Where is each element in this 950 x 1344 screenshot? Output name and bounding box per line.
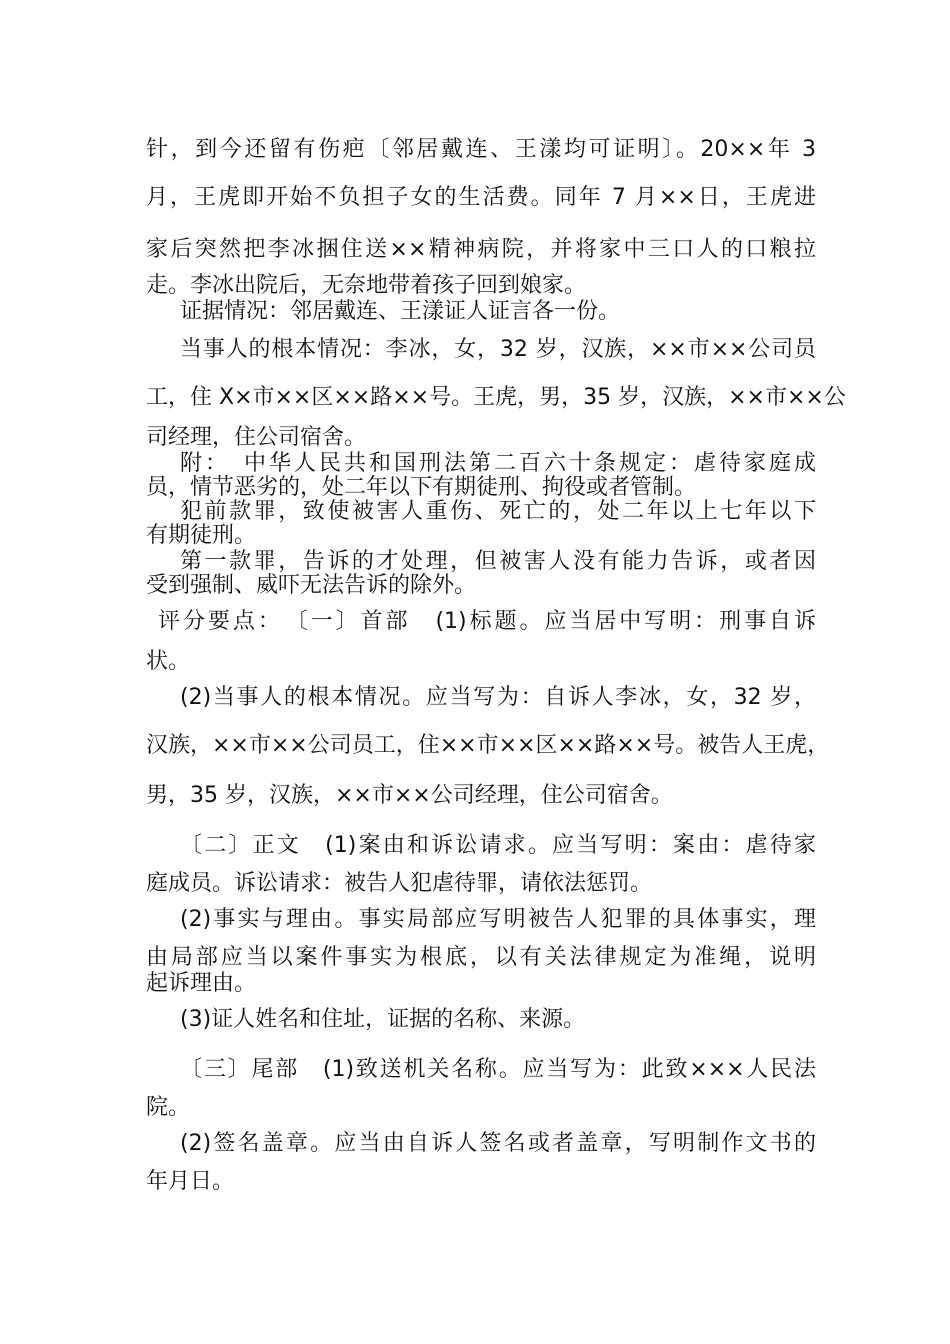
text-line: 评分要点： 〔一〕首部 (1)标题。应当居中写明：刑事自诉 <box>158 609 816 634</box>
text-line: 〔三〕尾部 (1)致送机关名称。应当写为：此致×××人民法 <box>180 1057 816 1082</box>
text-line: 年月日。 <box>146 1169 235 1194</box>
text-line: (2)签名盖章。应当由自诉人签名或者盖章，写明制作文书的 <box>180 1131 816 1156</box>
text-line: 起诉理由。 <box>146 971 257 996</box>
text-line: 附： 中华人民共和国刑法第二百六十条规定：虐待家庭成 <box>180 451 816 476</box>
text-line: 受到强制、威吓无法告诉的除外。 <box>146 573 477 598</box>
text-line: 证据情况：邻居戴连、王漾证人证言各一份。 <box>180 299 621 324</box>
text-line: (2)当事人的根本情况。应当写为：自诉人李冰，女，32 岁， <box>180 685 816 710</box>
text-line: 汉族，××市××公司员工，住××市××区××路××号。被告人王虎， <box>146 733 830 758</box>
text-line: 第一款罪，告诉的才处理，但被害人没有能力告诉，或者因 <box>180 549 816 574</box>
text-line: 当事人的根本情况：李冰，女，32 岁，汉族，××市××公司员 <box>180 337 816 362</box>
text-line: 有期徒刑。 <box>146 523 257 548</box>
text-line: 走。李冰出院后，无奈地带着孩子回到娘家。 <box>146 273 587 298</box>
text-line: 月，王虎即开始不负担子女的生活费。同年 7 月××日，王虎进 <box>146 185 816 210</box>
text-line: 状。 <box>146 649 191 674</box>
text-line: 由局部应当以案件事实为根底，以有关法律规定为准绳，说明 <box>146 945 816 970</box>
text-line: 员，情节恶劣的，处二年以下有期徒刑、拘役或者管制。 <box>146 475 697 500</box>
text-line: 针，到今还留有伤疤〔邻居戴连、王漾均可证明〕。20××年 3 <box>146 137 816 162</box>
text-line: (2)事实与理由。事实局部应写明被告人犯罪的具体事实，理 <box>180 907 816 932</box>
text-line: (3)证人姓名和住址，证据的名称、来源。 <box>180 1007 586 1032</box>
text-line: 庭成员。诉讼请求：被告人犯虐待罪，请依法惩罚。 <box>146 871 653 896</box>
text-line: 家后突然把李冰捆住送××精神病院，并将家中三口人的口粮拉 <box>146 237 816 262</box>
text-line: 犯前款罪，致使被害人重伤、死亡的，处二年以上七年以下 <box>180 499 816 524</box>
text-line: 院。 <box>146 1095 191 1120</box>
text-line: 〔二〕正文 (1)案由和诉讼请求。应当写明：案由：虐待家 <box>180 833 816 858</box>
text-line: 工，住 X×市××区××路××号。王虎，男，35 岁，汉族，××市××公 <box>146 385 846 410</box>
text-line: 男，35 岁，汉族，××市××公司经理，住公司宿舍。 <box>146 783 673 808</box>
text-line: 司经理，住公司宿舍。 <box>146 425 367 450</box>
